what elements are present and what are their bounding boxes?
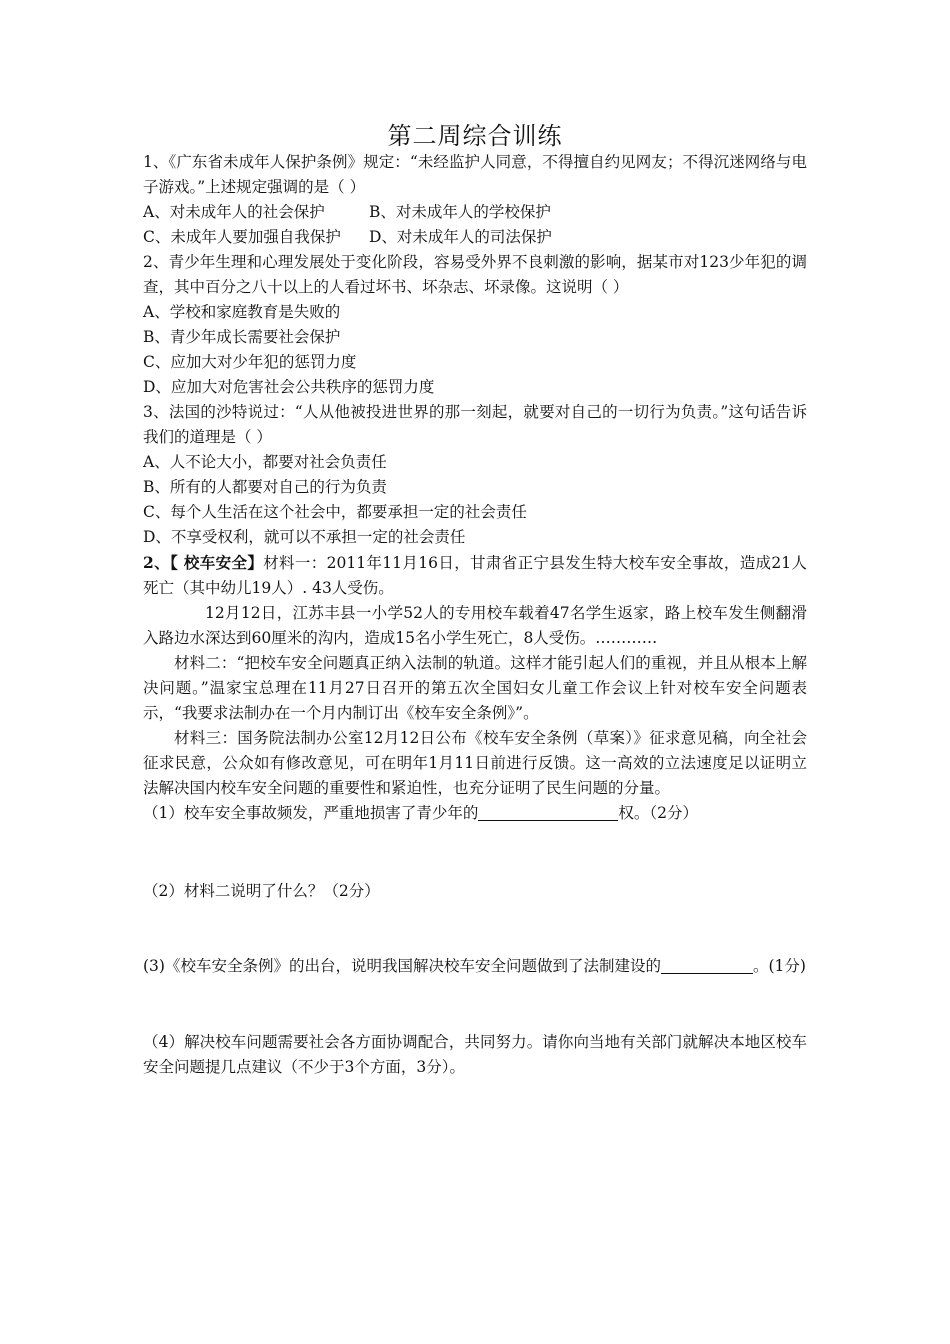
page-title: 第二周综合训练 [387, 122, 563, 150]
question-3-option-b: B、所有的人都要对自己的行为负责 [143, 478, 387, 496]
document-body [143, 150, 807, 1080]
sub-question-1 [143, 801, 807, 826]
material-question-intro [143, 550, 807, 601]
material-question-heading: 2、【 校车安全】 [143, 553, 264, 572]
question-1-stem: 1、《广东省未成年人保护条例》规定：“未经监护人同意，不得擅自约见网友；不得沉迷网络与电子游戏。”上述规定强调的是（ ） [143, 153, 807, 196]
question-3-option-a: A、人不论大小，都要对社会负责任 [143, 453, 387, 471]
sub-question-4: （4）解决校车问题需要社会各方面协调配合，共同努力。请你向当地有关部门就解决本地区校车安全问题提几点建议（不少于3个方面，3分）。 [143, 1033, 807, 1076]
answer-space-1[interactable] [143, 826, 807, 879]
question-1-option-d: D、对未成年人的司法保护 [369, 228, 552, 246]
answer-space-2[interactable] [143, 904, 807, 954]
question-3-option-d: D、不享受权利，就可以不承担一定的社会责任 [143, 528, 466, 546]
material-1-text: 材料一：2011年11月16日，甘肃省正宁县发生特大校车安全事故，造成21人死亡（其中幼儿19人）. 43人受伤。 [143, 554, 807, 597]
question-1-option-a: A、对未成年人的社会保护 [143, 203, 325, 221]
question-1-options-row-2 [143, 225, 807, 250]
material-1-continued: 12月12日，江苏丰县一小学52人的专用校车载着47名学生返家，路上校车发生侧翻滑入路边水深达到60厘米的沟内，造成15名小学生死亡，8人受伤。………… [143, 604, 807, 647]
sub-question-1-suffix: 权。（2分） [618, 804, 698, 822]
question-1-options-row-1 [143, 200, 807, 225]
question-3-stem: 3、法国的沙特说过：“人从他被投进世界的那一刻起，就要对自己的一切行为负责。”这句话告诉我们的道理是（ ） [143, 403, 807, 446]
answer-space-3[interactable] [143, 979, 807, 1030]
sub-question-3-suffix: 。(1分) [752, 957, 806, 975]
material-2-text: 材料二：“把校车安全问题真正纳入法制的轨道。这样才能引起人们的重视，并且从根本上解决问题。”温家宝总理在11月27日召开的第五次全国妇女儿童工作会议上针对校车安全问题表示，“我要求法制办在一个月内制订出《校车安全条例》”。 [143, 654, 807, 722]
sub-question-1-text: （1）校车安全事故频发，严重地损害了青少年的 [143, 804, 479, 822]
answer-blank-3[interactable] [661, 955, 753, 974]
question-2-option-c: C、应加大对少年犯的惩罚力度 [143, 353, 357, 371]
question-1-option-c: C、未成年人要加强自我保护 [143, 228, 341, 246]
material-3-text: 材料三：国务院法制办公室12月12日公布《校车安全条例（草案）》征求意见稿，向全社会征求民意，公众如有修改意见，可在明年1月11日前进行反馈。这一高效的立法速度足以证明立法解决国内校车安全问题的重要性和紧迫性，也充分证明了民生问题的分量。 [143, 729, 807, 797]
sub-question-3 [143, 954, 807, 979]
question-2-option-a: A、学校和家庭教育是失败的 [143, 303, 341, 321]
question-1-option-b: B、对未成年人的学校保护 [369, 203, 551, 221]
sub-question-3-text: (3)《校车安全条例》的出台，说明我国解决校车安全问题做到了法制建设的 [143, 957, 661, 975]
question-3-option-c: C、每个人生活在这个社会中，都要承担一定的社会责任 [143, 503, 527, 521]
answer-blank-1[interactable] [478, 802, 618, 821]
question-2-option-b: B、青少年成长需要社会保护 [143, 328, 341, 346]
question-2-option-d: D、应加大对危害社会公共秩序的惩罚力度 [143, 378, 435, 396]
sub-question-2: （2）材料二说明了什么？（2分） [143, 882, 380, 900]
question-2-stem: 2、青少年生理和心理发展处于变化阶段，容易受外界不良刺激的影响，据某市对123少年犯的调查，其中百分之八十以上的人看过坏书、坏杂志、坏录像。这说明（ ） [143, 253, 807, 296]
